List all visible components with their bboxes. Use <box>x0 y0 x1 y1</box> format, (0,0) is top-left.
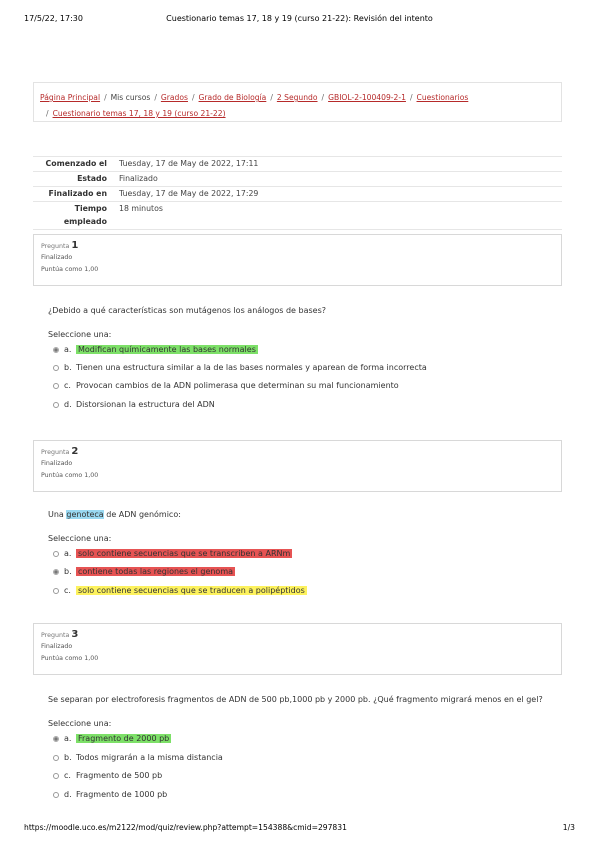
breadcrumb-separator: / <box>409 93 413 102</box>
option-letter: a. <box>64 549 72 558</box>
option-text: Distorsionan la estructura del ADN <box>76 400 215 409</box>
summary-row-state <box>33 171 562 186</box>
question-grade: Puntúa como 1,00 <box>41 655 99 662</box>
option-letter: b. <box>64 363 72 372</box>
print-url: https://moodle.uco.es/m2122/mod/quiz/review.php?attempt=154388&cmid=297831 <box>24 823 347 832</box>
select-label: Seleccione una: <box>48 330 112 339</box>
breadcrumb-my-courses: Mis cursos <box>110 93 151 102</box>
breadcrumb-cuestionarios[interactable]: Cuestionarios <box>416 93 469 102</box>
print-header <box>24 14 575 26</box>
summary-value: Tuesday, 17 de May de 2022, 17:29 <box>119 189 259 198</box>
question-text-highlight: genoteca <box>66 510 104 519</box>
radio-button[interactable] <box>53 792 59 798</box>
summary-label-line1: Tiempo <box>74 204 107 213</box>
question-grade: Puntúa como 1,00 <box>41 266 99 273</box>
print-footer <box>24 823 575 835</box>
question-number-value: 1 <box>71 240 79 251</box>
question-text-part: de ADN genómico: <box>103 510 181 519</box>
question-text-2 <box>48 510 181 519</box>
breadcrumb <box>33 82 562 122</box>
attempt-summary-table <box>33 156 562 230</box>
breadcrumb-grado-biologia[interactable]: Grado de Biología <box>198 93 267 102</box>
option-text: solo contiene secuencias que se transcriben a ARNm <box>78 549 291 558</box>
radio-button[interactable] <box>53 773 59 779</box>
question-number <box>41 240 554 251</box>
breadcrumb-separator: / <box>191 93 195 102</box>
option-letter: d. <box>64 400 72 409</box>
answer-option[interactable] <box>53 398 215 411</box>
question-info-2 <box>33 440 562 492</box>
select-label: Seleccione una: <box>48 719 112 728</box>
summary-row-started <box>33 156 562 171</box>
summary-value: Finalizado <box>119 174 158 183</box>
summary-row-finished <box>33 186 562 201</box>
question-text-1: ¿Debido a qué características son mutágenos los análogos de bases? <box>48 306 326 315</box>
summary-label: Finalizado en <box>48 189 107 198</box>
summary-label: Comenzado el <box>45 159 107 168</box>
question-text-3: Se separan por electroforesis fragmentos de ADN de 500 pb,1000 pb y 2000 pb. ¿Qué fragmento migrará menos en el gel? <box>48 695 543 704</box>
answer-option[interactable] <box>53 788 167 801</box>
question-prefix: Pregunta <box>41 449 70 456</box>
radio-button[interactable] <box>53 755 59 761</box>
option-text: Fragmento de 2000 pb <box>78 734 170 743</box>
question-text-part: Una <box>48 510 67 519</box>
question-state: Finalizado <box>41 254 73 261</box>
answer-option[interactable] <box>53 343 258 356</box>
print-title: Cuestionario temas 17, 18 y 19 (curso 21-22): Revisión del intento <box>166 14 433 23</box>
option-text: Tienen una estructura similar a la de las bases normales y aparean de forma incorrecta <box>76 363 427 372</box>
radio-button[interactable] <box>53 347 59 353</box>
summary-row-time <box>33 201 562 230</box>
option-letter: c. <box>64 381 71 390</box>
radio-button[interactable] <box>53 736 59 742</box>
print-datetime: 17/5/22, 17:30 <box>24 14 83 23</box>
question-grade: Puntúa como 1,00 <box>41 472 99 479</box>
summary-value: 18 minutos <box>119 204 163 213</box>
option-text: solo contiene secuencias que se traducen a polipéptidos <box>78 586 305 595</box>
summary-label-line2: empleado <box>63 217 107 226</box>
answer-option[interactable] <box>53 751 223 764</box>
page-number: 1/3 <box>562 823 575 832</box>
question-info-1 <box>33 234 562 286</box>
breadcrumb-course[interactable]: GBIOL-2-100409-2-1 <box>328 93 406 102</box>
question-info-3 <box>33 623 562 675</box>
option-letter: a. <box>64 345 72 354</box>
question-state: Finalizado <box>41 643 73 650</box>
option-letter: b. <box>64 753 72 762</box>
option-text: Fragmento de 500 pb <box>76 771 163 780</box>
breadcrumb-separator: / <box>154 93 157 102</box>
question-prefix: Pregunta <box>41 243 70 250</box>
option-text: contiene todas las regiones el genoma <box>78 567 234 576</box>
breadcrumb-quiz[interactable]: Cuestionario temas 17, 18 y 19 (curso 21-22) <box>52 109 226 118</box>
answer-option[interactable] <box>53 732 171 745</box>
option-letter: b. <box>64 567 72 576</box>
answer-option[interactable] <box>53 379 399 392</box>
question-number <box>41 629 554 640</box>
answer-option[interactable] <box>53 361 427 374</box>
summary-label <box>33 202 115 229</box>
select-label: Seleccione una: <box>48 534 112 543</box>
breadcrumb-separator: / <box>46 109 49 118</box>
option-letter: d. <box>64 790 72 799</box>
option-text: Modifican químicamente las bases normales <box>78 345 256 354</box>
breadcrumb-grados[interactable]: Grados <box>160 93 188 102</box>
option-letter: a. <box>64 734 72 743</box>
answer-option[interactable] <box>53 565 235 578</box>
breadcrumb-segundo[interactable]: 2 Segundo <box>276 93 318 102</box>
answer-option[interactable] <box>53 547 292 560</box>
radio-button[interactable] <box>53 383 59 389</box>
radio-button[interactable] <box>53 551 59 557</box>
breadcrumb-separator: / <box>104 93 107 102</box>
question-number <box>41 446 554 457</box>
question-prefix: Pregunta <box>41 632 70 639</box>
summary-label: Estado <box>77 174 107 183</box>
radio-button[interactable] <box>53 588 59 594</box>
option-text: Fragmento de 1000 pb <box>76 790 168 799</box>
option-text: Todos migrarán a la misma distancia <box>76 753 223 762</box>
radio-button[interactable] <box>53 569 59 575</box>
option-letter: c. <box>64 586 71 595</box>
breadcrumb-separator: / <box>321 93 325 102</box>
question-state: Finalizado <box>41 460 73 467</box>
radio-button[interactable] <box>53 402 59 408</box>
summary-value: Tuesday, 17 de May de 2022, 17:11 <box>119 159 259 168</box>
breadcrumb-home[interactable]: Página Principal <box>40 93 101 102</box>
option-text: Provocan cambios de la ADN polimerasa que determinan su mal funcionamiento <box>76 381 399 390</box>
radio-button[interactable] <box>53 365 59 371</box>
answer-option[interactable] <box>53 769 162 782</box>
breadcrumb-separator: / <box>270 93 273 102</box>
option-letter: c. <box>64 771 71 780</box>
question-number-value: 2 <box>71 446 79 457</box>
question-number-value: 3 <box>71 629 79 640</box>
answer-option[interactable] <box>53 584 307 597</box>
